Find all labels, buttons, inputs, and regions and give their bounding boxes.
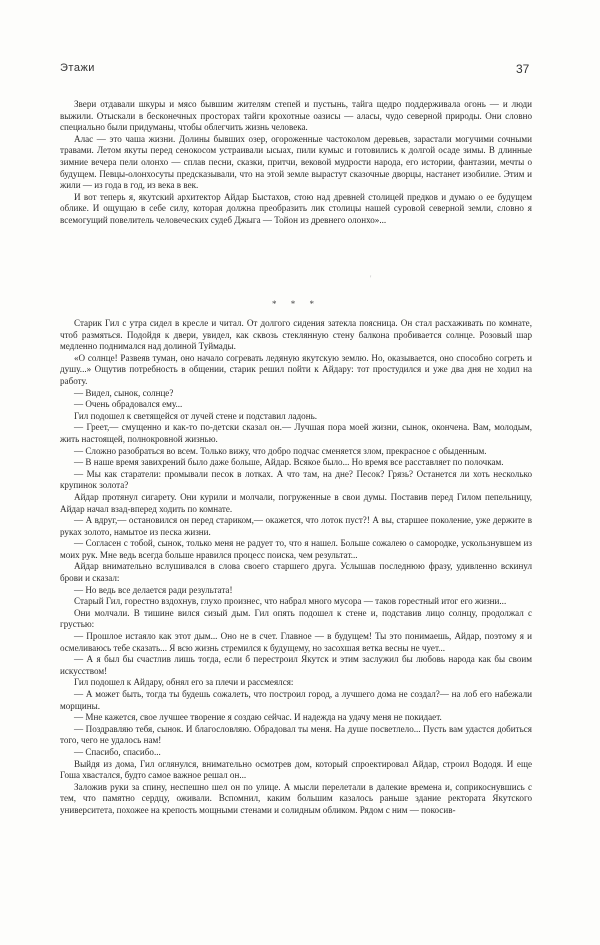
paragraph: Гил подошел к Айдару, обнял его за плечи и рассмеялся: <box>74 677 294 688</box>
paragraph: Звери отдавали шкуры и мясо бывшим жителям степей и пустынь, тайга щедро поддерживала огонь — и люди выжили. Отыскали в бесконечных просторах тайги крохотные оазисы — аласы, чудо северной природы. Они словно специально были придуманы, чтобы облегчить жизнь человека. <box>60 99 532 133</box>
paragraph: Айдар внимательно вслушивался в слова своего старшего друга. Услышав последнюю фразу, удивленно вскинул брови и сказал: <box>60 561 532 584</box>
dialogue-line: — А может быть, тогда ты будешь сожалеть, что построил город, а лучшего дома не создал?— на лоб его набежали морщины. <box>60 689 532 711</box>
printing-tick-mark: ' <box>370 274 372 283</box>
dialogue-line: — Мы как старатели: промывали песок в лотках. А что там, на дне? Песок? Грязь? Останется ли хоть несколько крупинок золота? <box>60 468 532 491</box>
paragraph: Айдар протянул сигарету. Они курили и молчали, погруженные в свои думы. Поставив перед Гилом пепельницу, Айдар начал взад-вперед ходить по комнате. <box>60 491 532 514</box>
dialogue-line: — В наше время завихрений было даже больше, Айдар. Всякое было... Но время все расставляет по полочкам. <box>74 457 504 468</box>
dialogue-line: — А я был бы счастлив лишь тогда, если б перестроил Якутск и этим заслужил бы любовь народа как бы своим искусством! <box>60 654 532 676</box>
page-number: 37 <box>516 62 530 76</box>
dialogue-line: — А вдруг,— остановился он перед стариком,— окажется, что лоток пуст?! А вы, старшее поколение, уже держите в руках золото, намытое из песка жизни. <box>60 515 532 537</box>
paragraph: Алас — это чаша жизни. Долины бывших озер, огороженные частоколом деревьев, зарастали могучими сочными травами. Летом якуты перед сенокосом устраивали ысыах, пили кумыс и готовились к долгой осаде зимы. В длинные зимние вечера пели олонхо — сплав песни, сказки, притчи, вековой мудрости народа, его истории, фантазии, мечты о будущем. Певцы-олонхосуты предсказывали, что на этой земле вырастут сказочные дворцы, настанет изобилие. Этим и жили — из года в год, из века в век. <box>60 133 532 191</box>
section-divider: * * * <box>272 299 320 309</box>
dialogue-line: — Согласен с тобой, сынок, только меня не радует то, что я нашел. Больше сожалею о самородке, ускользнувшем из моих рук. Мне ведь всегда больше нравился процесс поиска, чем результат... <box>60 538 532 560</box>
dialogue-line: — Но ведь все делается ради результата! <box>74 584 233 595</box>
paragraph: Гил подошел к светящейся от лучей стене и подставил ладонь. <box>74 410 318 421</box>
paragraph: Старик Гил с утра сидел в кресле и читал. От долгого сидения затекла поясница. Он стал расхаживать по комнате, чтоб размяться. Подойдя к двери, увидел, как сквозь стеклянную стену балкона пробивается солнце. Розовый шар медленно поднимался над долиной Туймады. <box>60 318 532 352</box>
section-two <box>60 318 532 817</box>
dialogue-line: — Мне кажется, свое лучшее творение я создаю сейчас. И надежда на удачу меня не покидает. <box>74 712 442 723</box>
paragraph: «О солнце! Развеяв туман, оно начало согревать ледяную якутскую землю. Но, оказывается, оно способно согреть и душу...» Ощутив потребность в общении, старик решил пойти к Айдару: тот простудился и уже два дня не ходил на работу. <box>60 352 532 386</box>
dialogue-line: — Прошлое истаяло как этот дым... Оно не в счет. Главное — в будущем! Ты это понимаешь, Айдар, поэтому я и осмеливаюсь тебе сказать... Я всю жизнь стремился к будущему, но засохшая ветка весны не чует... <box>60 631 532 653</box>
dialogue-line: — Очень обрадовался ему... <box>74 399 183 410</box>
paragraph: Выйдя из дома, Гил оглянулся, внимательно осмотрев дом, который спроектировал Айдар, строил Вододя. И еще Гоша хвастался, будто самое важное решал он... <box>60 758 532 781</box>
paragraph: И вот теперь я, якутский архитектор Айдар Быстахов, стою над древней столицей предков и думаю о ее будущем облике. И ощущаю в себе силу, которая должна преобразить лик столицы нашей суровой северной земли, словно я всемогущий повелитель человеческих судеб Джыга — Тойон из древнего олонхо»... <box>60 191 532 225</box>
running-title: Этажи <box>60 62 95 74</box>
dialogue-line: — Поздравляю тебя, сынок. И благословляю. Обрадовал ты меня. На душе посветлело... Пусть вам удастся добиться того, чего не удалось нам! <box>60 723 532 746</box>
paragraph: Они молчали. В тишине вился сизый дым. Гил опять подошел к стене и, подставив лицо солнцу, продолжал с грустью: <box>60 607 532 630</box>
paragraph: Заложив руки за спину, неспешно шел он по улице. А мысли перелетали в далекие времена и, соприкоснувшись с тем, что памятно сердцу, оживали. Вспомнил, каким большим казалось раньше здание ректората Якутского университета, похожее на крепость мощными стенами и солидным обликом. Рядом с ним — покосив- <box>60 781 532 815</box>
dialogue-line: — Видел, сынок, солнце? <box>74 387 174 398</box>
dialogue-line: — Греет,— смущенно и как-то по-детски сказал он.— Лучшая пора моей жизни, сынок, окончена. Вам, молодым, жить настоящей, полнокровной жизнью. <box>60 422 532 444</box>
paragraph: Старый Гил, горестно вздохнув, глухо произнес, что набрал много мусора — таков горестный итог его жизни... <box>74 596 507 607</box>
section-one <box>60 99 532 227</box>
dialogue-line: — Спасибо, спасибо... <box>74 746 161 757</box>
dialogue-line: — Сложно разобраться во всем. Только вижу, что добро подчас сменяется злом, прекрасное с обыденным. <box>74 445 487 456</box>
